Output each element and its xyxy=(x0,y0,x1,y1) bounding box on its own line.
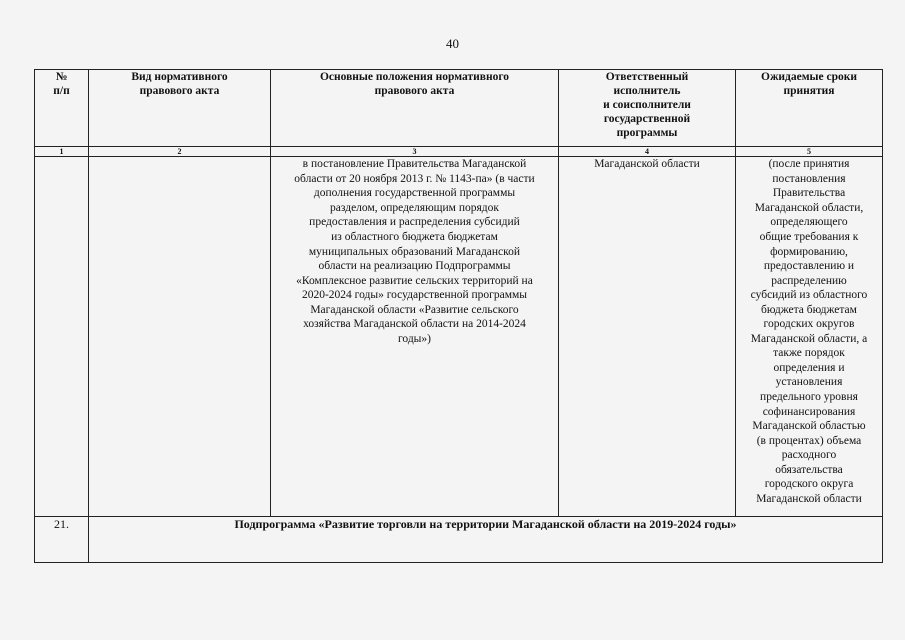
section-number: 21. xyxy=(35,517,89,563)
text-line: Магаданской области «Развитие сельского xyxy=(310,303,519,316)
act-type-cell xyxy=(89,157,271,517)
section-title: Подпрограмма «Развитие торговли на территории Магаданской области на 2019-2024 годы» xyxy=(89,517,883,563)
text-line: Правительства xyxy=(772,187,846,200)
column-number: 3 xyxy=(271,147,559,157)
text-line: области от 20 ноября 2013 г. № 1143-па» (в части xyxy=(294,172,535,185)
text-line: расходного xyxy=(781,449,837,462)
text-line: п/п xyxy=(53,85,70,97)
text-line: определяющего xyxy=(770,216,848,229)
text-line: формированию, xyxy=(770,245,848,258)
text-line: Ожидаемые сроки xyxy=(760,71,857,83)
expected-dates-cell xyxy=(736,157,883,517)
column-number-row xyxy=(35,147,883,157)
legal-acts-table xyxy=(34,69,883,563)
main-provisions-text xyxy=(271,157,558,346)
text-line: предоставления и распределения субсидий xyxy=(309,216,520,229)
column-number: 2 xyxy=(89,147,271,157)
main-provisions-cell xyxy=(271,157,559,517)
header-responsible xyxy=(559,70,736,147)
column-number: 5 xyxy=(736,147,883,157)
text-line: муниципальных образований Магаданской xyxy=(308,245,521,258)
text-line: предельного уровня xyxy=(760,390,858,403)
text-line: Основные положения нормативного xyxy=(319,71,510,83)
text-line: исполнитель xyxy=(613,85,681,97)
text-line: Магаданской областью xyxy=(752,420,866,433)
text-line: предоставлению и xyxy=(763,260,855,273)
text-line: обязательства xyxy=(775,463,843,476)
text-line: также порядок xyxy=(773,347,845,360)
row-number-cell xyxy=(35,157,89,517)
text-line: общие требования к xyxy=(759,230,859,243)
text-line: бюджета бюджетам xyxy=(761,303,857,316)
text-line: области на реализацию Подпрограммы xyxy=(318,260,511,273)
text-line: принятия xyxy=(783,85,835,97)
text-line: городского округа xyxy=(764,478,854,491)
text-line: Магаданской области, xyxy=(754,201,864,214)
text-line: дополнения государственной программы xyxy=(313,187,516,200)
text-line: и соисполнители xyxy=(603,99,691,111)
table-row xyxy=(35,157,883,517)
text-line: городских округов xyxy=(763,318,855,331)
text-line: хозяйства Магаданской области на 2014-2024 xyxy=(303,318,526,331)
text-line: (после принятия xyxy=(768,158,850,171)
text-line: государственной xyxy=(603,113,691,125)
page-number: 40 xyxy=(446,36,459,51)
text-line: программы xyxy=(616,127,678,139)
text-line: Магаданской области xyxy=(756,492,862,505)
text-line: установления xyxy=(775,376,843,389)
column-number: 4 xyxy=(559,147,736,157)
text-line: субсидий из областного xyxy=(750,289,868,302)
text-line: правового акта xyxy=(139,85,220,97)
text-line: распределению xyxy=(771,274,847,287)
header-act-type-text xyxy=(89,70,270,98)
text-line: в постановление Правительства Магаданской xyxy=(302,158,527,171)
header-expected-dates xyxy=(736,70,883,147)
header-main-provisions-text xyxy=(271,70,558,98)
expected-dates-text xyxy=(736,157,882,506)
text-line: определения и xyxy=(773,361,845,374)
column-number: 1 xyxy=(35,147,89,157)
text-line: правового акта xyxy=(374,85,455,97)
text-line: разделом, определяющим порядок xyxy=(330,201,499,214)
responsible-cell xyxy=(559,157,736,517)
section-row xyxy=(35,517,883,563)
header-number xyxy=(35,70,89,147)
text-line: (в процентах) объема xyxy=(756,434,862,447)
text-line: «Комплексное развитие сельских территорий на xyxy=(296,274,533,287)
header-number-text xyxy=(35,70,88,98)
text-line: из областного бюджета бюджетам xyxy=(331,230,498,243)
header-row xyxy=(35,70,883,147)
header-main-provisions xyxy=(271,70,559,147)
text-line: № xyxy=(55,71,68,83)
header-act-type xyxy=(89,70,271,147)
responsible-text xyxy=(559,157,735,172)
text-line: софинансирования xyxy=(762,405,856,418)
text-line: Ответственный xyxy=(605,71,689,83)
text-line: Магаданской области xyxy=(594,158,700,171)
text-line: Магаданской области, а xyxy=(750,332,868,345)
text-line: 2020-2024 годы» государственной программы xyxy=(301,289,528,302)
header-responsible-text xyxy=(559,70,735,140)
header-expected-dates-text xyxy=(736,70,882,98)
text-line: постановления xyxy=(772,172,846,185)
text-line: Вид нормативного xyxy=(131,71,228,83)
text-line: годы») xyxy=(397,332,431,345)
